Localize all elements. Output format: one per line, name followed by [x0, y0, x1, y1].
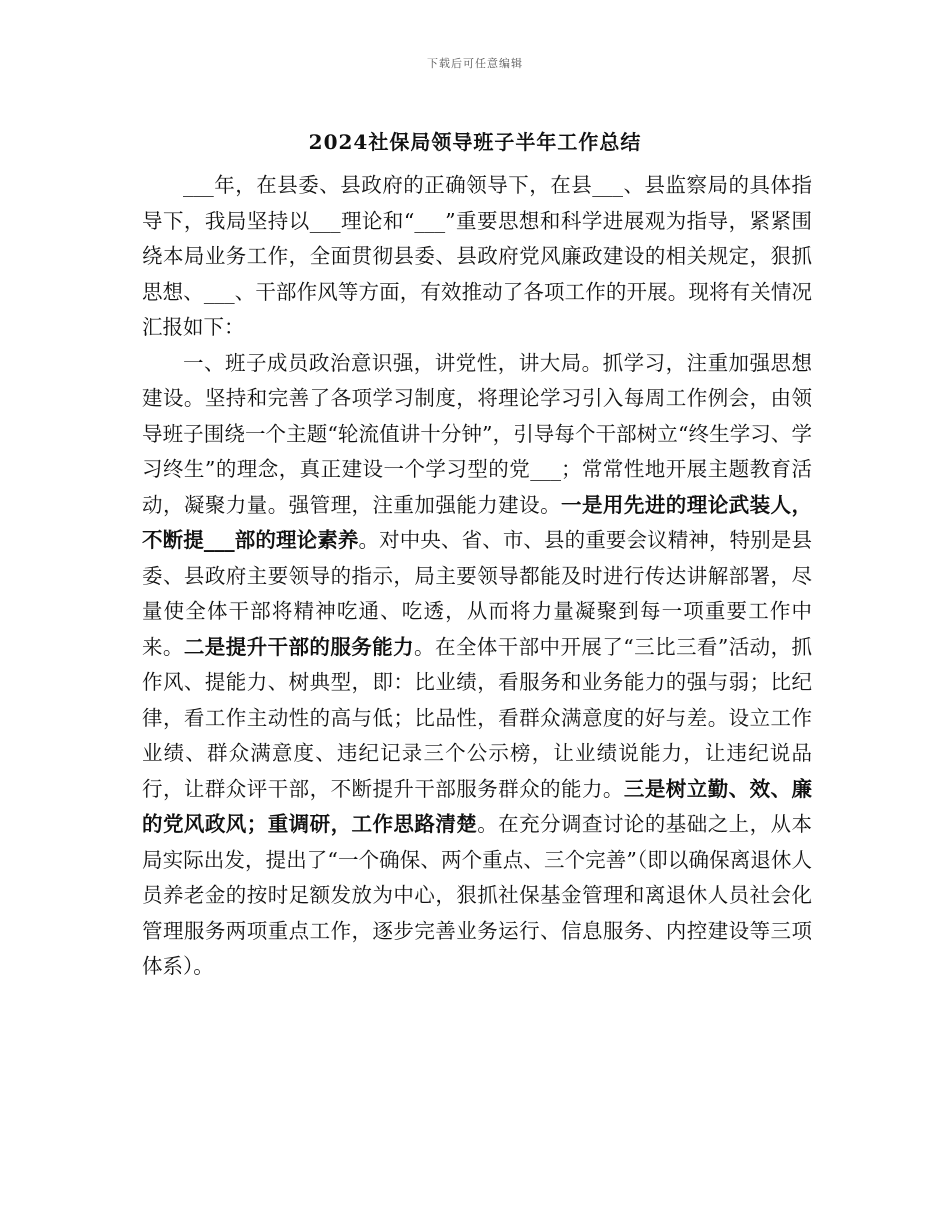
header-note: 下载后可任意编辑: [427, 57, 523, 70]
document-title: 2024社保局领导班子半年工作总结: [308, 130, 642, 154]
section-one-bold-1: 一是用先进的理论武装人，不断提___部的理论素养: [142, 492, 812, 552]
document-body: [142, 168, 812, 985]
section-one-bold-3: 三是树立勤、效、廉的党风政风；重调研，工作思路清楚: [142, 776, 813, 836]
paragraph-section-one: [142, 346, 812, 985]
section-one-bold-2: 二是提升干部的服务能力: [183, 634, 415, 659]
section-one-text-3: 。在全体干部中开展了“三比三看”活动，抓作风、提能力、树典型，即：比业绩，看服务和业务能力的强与弱；比纪律，看工作主动性的高与低；比品性，看群众满意度的好与差。设立工作业绩、群众满意度、违纪记录三个公示榜，让业绩说能力，让违纪说品行，让群众评干部，不断提升干部服务群众的能力。: [142, 634, 813, 801]
section-one-text-2: 。对中央、省、市、县的重要会议精神，特别是县委、县政府主要领导的指示，局主要领导都能及时进行传达讲解部署，尽量使全体干部将精神吃通、吃透，从而将力量凝聚到每一项重要工作中来。: [142, 528, 813, 659]
section-one-text-1: 一、班子成员政治意识强，讲党性，讲大局。抓学习，注重加强思想建设。坚持和完善了各项学习制度，将理论学习引入每周工作例会，由领导班子围绕一个主题“轮流值讲十分钟”，引导每个干部树立“终生学习、学习终生”的理念，真正建设一个学习型的党___；常常性地开展主题教育活动，凝聚力量。强管理，注重加强能力建设。: [142, 350, 812, 517]
paragraph-intro: ___年，在县委、县政府的正确领导下，在县___、县监察局的具体指导下，我局坚持以___理论和“___”重要思想和科学进展观为指导，紧紧围绕本局业务工作，全面贯彻县委、县政府党风廉政建设的相关规定，狠抓思想、___、干部作风等方面，有效推动了各项工作的开展。现将有关情况汇报如下：: [142, 173, 812, 339]
section-one-text-4: 。在充分调查讨论的基础之上，从本局实际出发，提出了“一个确保、两个重点、三个完善”（即以确保离退休人员养老金的按时足额发放为中心，狠抓社保基金管理和离退休人员社会化管理服务两项重点工作，逐步完善业务运行、信息服务、内控建设等三项体系）。: [142, 812, 813, 978]
